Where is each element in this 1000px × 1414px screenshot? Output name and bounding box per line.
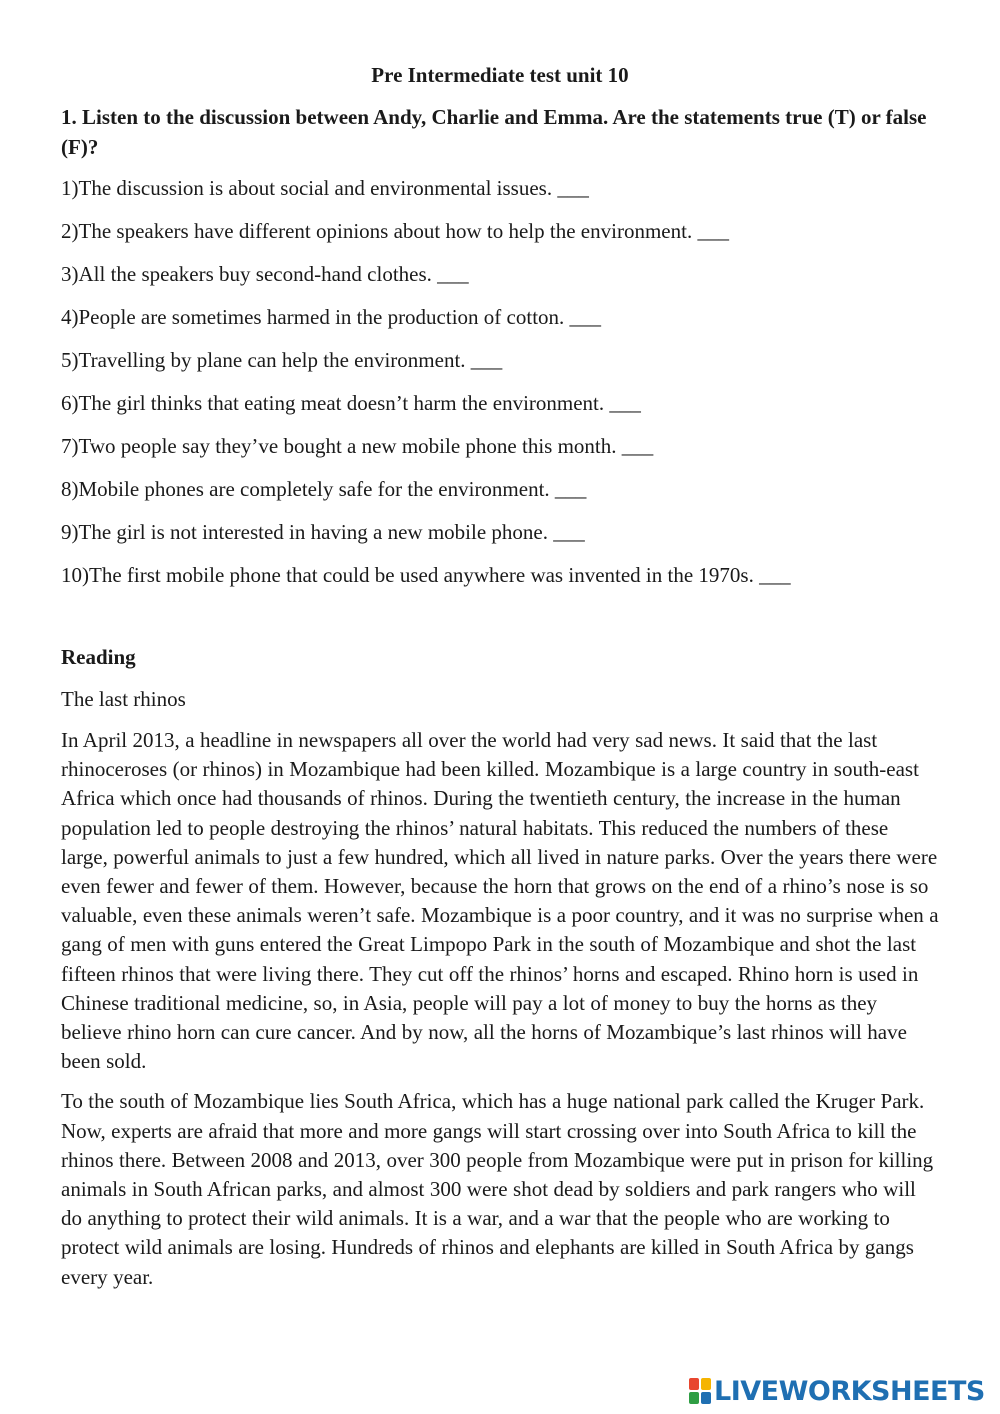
page-title: Pre Intermediate test unit 10 (371, 63, 629, 87)
statement-item: 6)The girl thinks that eating meat doesn’t harm the environment. ___ (61, 391, 641, 415)
reading-heading: Reading (61, 645, 136, 669)
logo-mark-square (689, 1378, 699, 1390)
statement-item: 3)All the speakers buy second-hand clothes. ___ (61, 262, 469, 286)
worksheet-page (61, 60, 939, 1303)
logo-mark-square (701, 1392, 711, 1404)
statement-item: 5)Travelling by plane can help the environment. ___ (61, 348, 503, 372)
reading-paragraph-2: To the south of Mozambique lies South Africa, which has a huge national park called the Kruger Park. Now, experts are afraid that more and more gangs will start crossing over into South Africa to kill the rhinos there. Between 2008 and 2013, over 300 people from Mozambique were put in prison for killing animals in South African parks, and almost 300 were shot dead by soldiers and park rangers who will do anything to protect their wild animals. It is a war, and a war that the people who are working to protect wild animals are losing. Hundreds of rhinos and elephants are killed in South Africa by gangs every year. (61, 1089, 934, 1289)
statement-item: 8)Mobile phones are completely safe for the environment. ___ (61, 477, 587, 501)
statement-item: 10)The first mobile phone that could be used anywhere was invented in the 1970s. ___ (61, 563, 791, 587)
statement-item: 1)The discussion is about social and environmental issues. ___ (61, 176, 589, 200)
logo-text: LIVEWORKSHEETS (714, 1375, 985, 1407)
statement-item: 7)Two people say they’ve bought a new mobile phone this month. ___ (61, 434, 654, 458)
logo-mark-square (701, 1378, 711, 1390)
logo-mark-icon (689, 1378, 711, 1404)
logo-mark-square (689, 1392, 699, 1404)
reading-paragraph-1: In April 2013, a headline in newspapers all over the world had very sad news. It said that the last rhinoceroses (or rhinos) in Mozambique had been killed. Mozambique is a large country in south-east Africa which once had thousands of rhinos. During the twentieth century, the increase in the human population led to people destroying the rhinos’ natural habitats. This reduced the numbers of these large, powerful animals to just a few hundred, which all lived in nature parks. Over the years there were even fewer and fewer of them. However, because the horn that grows on the end of a rhino’s nose is so valuable, even these animals weren’t safe. Mozambique is a poor country, and it was no surprise when a gang of men with guns entered the Great Limpopo Park in the south of Mozambique and shot the last fifteen rhinos that were living there. They cut off the rhinos’ horns and escaped. Rhino horn is used in Chinese traditional medicine, so, in Asia, people will pay a lot of money to buy the horns as they believe rhino horn can cure cancer. And by now, all the horns of Mozambique’s last rhinos will have been sold. (61, 728, 939, 1074)
statement-item: 4)People are sometimes harmed in the production of cotton. ___ (61, 305, 602, 329)
statement-list (61, 173, 939, 590)
task1-heading: 1. Listen to the discussion between Andy, Charlie and Emma. Are the statements true (T) or false (F)? (61, 105, 927, 159)
statement-item: 9)The girl is not interested in having a new mobile phone. ___ (61, 520, 585, 544)
story-title: The last rhinos (61, 687, 186, 711)
statement-item: 2)The speakers have different opinions about how to help the environment. ___ (61, 219, 729, 243)
liveworksheets-logo[interactable] (689, 1376, 985, 1406)
